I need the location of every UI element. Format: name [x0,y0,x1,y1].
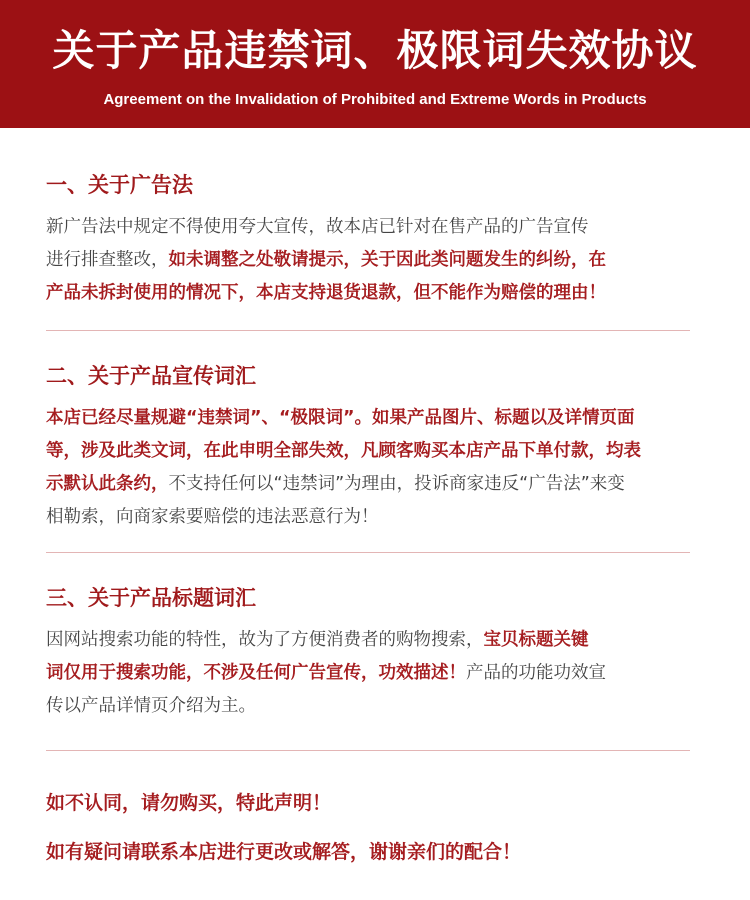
closing-contact-note: 如有疑问请联系本店进行更改或解答，谢谢亲们的配合！ [46,841,522,863]
divider [46,750,690,751]
section-body-promotional-words [46,402,706,534]
emphasis-text: 词仅用于搜索功能，不涉及任何广告宣传，功效描述！ [46,663,466,683]
text: 新广告法中规定不得使用夸大宣传，故本店已针对在售产品的广告宣传 [46,217,589,237]
page-subtitle: Agreement on the Invalidation of Prohibited and Extreme Words in Products [103,91,647,108]
page-title: 关于产品违禁词、极限词失效协议 [52,26,698,75]
text: 进行排查整改， [46,250,169,270]
section-heading-promotional-words: 二、关于产品宣传词汇 [46,364,256,388]
emphasis-text: 产品未拆封使用的情况下，本店支持退货退款，但不能作为赔偿的理由！ [46,283,606,303]
closing-statement: 如不认同，请勿购买，特此声明！ [46,792,332,814]
emphasis-text: 等，涉及此类文词，在此申明全部失效，凡顾客购买本店产品下单付款，均表 [46,441,641,461]
header-banner [0,0,750,128]
text: 不支持任何以“违禁词”为理由，投诉商家违反“广告法”来变 [168,474,625,494]
section-body-advertising-law [46,211,706,310]
emphasis-text: 宝贝标题关键 [483,630,589,650]
text: 传以产品详情页介绍为主。 [46,696,256,716]
section-body-title-words [46,624,706,723]
divider [46,330,690,331]
section-heading-advertising-law: 一、关于广告法 [46,173,193,197]
text: 产品的功能功效宣 [466,663,606,683]
text: 相勒索，向商家索要赔偿的违法恶意行为！ [46,507,379,527]
section-heading-title-words: 三、关于产品标题词汇 [46,586,256,610]
emphasis-text: 本店已经尽量规避“违禁词”、“极限词”。如果产品图片、标题以及详情页面 [46,408,635,428]
divider [46,552,690,553]
text: 因网站搜索功能的特性，故为了方便消费者的购物搜索， [46,630,484,650]
emphasis-text: 如未调整之处敬请提示，关于因此类问题发生的纠纷，在 [168,250,606,270]
emphasis-text: 示默认此条约， [46,474,169,494]
